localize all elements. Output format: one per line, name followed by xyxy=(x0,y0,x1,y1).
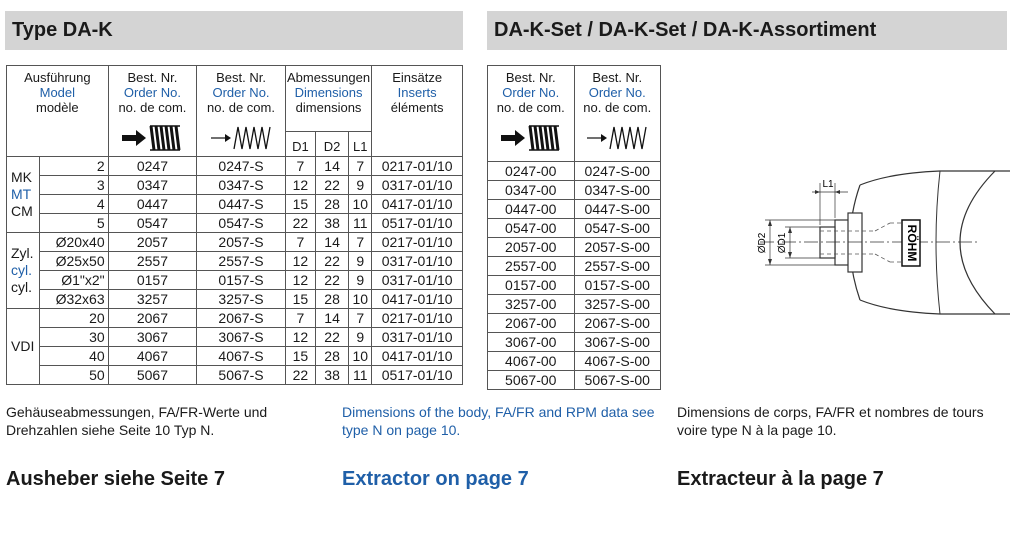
d2-cell: 22 xyxy=(315,271,348,290)
set-order-no-cell: 4067-00 xyxy=(488,352,575,371)
inserts-cell: 0317-01/10 xyxy=(372,271,463,290)
model-group-line: CM xyxy=(11,203,33,219)
set-order-no-cell: 2557-00 xyxy=(488,257,575,276)
size-cell: Ø1"x2" xyxy=(40,271,108,290)
table-row xyxy=(488,162,661,181)
d1-label: ØD1 xyxy=(777,232,788,254)
order-no-s-cell: 2057-S xyxy=(197,233,286,252)
set-order-no-s-header: Best. Nr. Order No. no. de com. xyxy=(574,66,661,162)
inserts-cell: 0217-01/10 xyxy=(372,309,463,328)
order-no-s-cell: 0347-S xyxy=(197,176,286,195)
d1-cell: 15 xyxy=(285,290,315,309)
size-cell: Ø20x40 xyxy=(40,233,108,252)
table-row xyxy=(488,238,661,257)
table-row xyxy=(488,352,661,371)
extractor-french: Extracteur à la page 7 xyxy=(677,468,884,490)
d2-cell: 22 xyxy=(315,176,348,195)
order-no-s-cell: 3067-S xyxy=(197,328,286,347)
table-row xyxy=(7,176,463,195)
model-group-line: VDI xyxy=(11,338,35,354)
l1-label: L1 xyxy=(822,179,834,190)
set-order-no-s-cell: 2057-S-00 xyxy=(574,238,661,257)
order-no-s-cell: 0247-S xyxy=(197,157,286,176)
l1-cell: 7 xyxy=(349,157,372,176)
l1-cell: 9 xyxy=(349,328,372,347)
order-no-cell: 3067 xyxy=(108,328,197,347)
order-no-s-header: Best. Nr. Order No. no. de com. xyxy=(197,66,286,157)
set-order-no-s-cell: 3067-S-00 xyxy=(574,333,661,352)
set-order-no-s-cell: 0157-S-00 xyxy=(574,276,661,295)
table-row xyxy=(7,347,463,366)
size-cell: 20 xyxy=(40,309,108,328)
table-row xyxy=(7,290,463,309)
note-german: Gehäuseabmessungen, FA/FR-Werte und Drehzahlen siehe Seite 10 Typ N. xyxy=(6,404,268,438)
order-no-s-cell: 0157-S xyxy=(197,271,286,290)
l1-cell: 10 xyxy=(349,195,372,214)
d2-cell: 38 xyxy=(315,366,348,385)
order-no-s-cell: 2067-S xyxy=(197,309,286,328)
table-row xyxy=(488,314,661,333)
set-order-no-cell: 0247-00 xyxy=(488,162,575,181)
size-cell: 30 xyxy=(40,328,108,347)
extractor-english: Extractor on page 7 xyxy=(342,468,529,490)
table-row xyxy=(7,214,463,233)
d2-cell: 28 xyxy=(315,195,348,214)
d1-cell: 15 xyxy=(285,347,315,366)
table-row xyxy=(488,219,661,238)
set-order-no-cell: 0547-00 xyxy=(488,219,575,238)
set-order-no-s-cell: 2557-S-00 xyxy=(574,257,661,276)
dimensions-header: Abmessungen Dimensions dimensions xyxy=(285,66,372,132)
table-row xyxy=(7,252,463,271)
table-row xyxy=(488,333,661,352)
model-group xyxy=(7,233,40,309)
order-no-s-cell: 4067-S xyxy=(197,347,286,366)
inserts-cell: 0417-01/10 xyxy=(372,195,463,214)
d2-label: ØD2 xyxy=(757,232,768,254)
note-french: Dimensions de corps, FA/FR et nombres de tours voire type N à la page 10. xyxy=(677,404,984,438)
compressed-spring-icon xyxy=(109,123,197,156)
d1-cell: 15 xyxy=(285,195,315,214)
model-group xyxy=(7,157,40,233)
order-no-cell: 0247 xyxy=(108,157,197,176)
inserts-cell: 0317-01/10 xyxy=(372,176,463,195)
table-row xyxy=(7,157,463,176)
set-order-no-s-cell: 0547-S-00 xyxy=(574,219,661,238)
table-row xyxy=(7,233,463,252)
l1-cell: 10 xyxy=(349,290,372,309)
d1-cell: 22 xyxy=(285,366,315,385)
set-order-no-cell: 3067-00 xyxy=(488,333,575,352)
order-no-cell: 2067 xyxy=(108,309,197,328)
set-order-no-s-cell: 0347-S-00 xyxy=(574,181,661,200)
order-no-header: Best. Nr. Order No. no. de com. xyxy=(108,66,197,157)
inserts-cell: 0217-01/10 xyxy=(372,157,463,176)
set-order-no-header: Best. Nr. Order No. no. de com. xyxy=(488,66,575,162)
d1-cell: 7 xyxy=(285,157,315,176)
d1-header: D1 xyxy=(285,131,315,156)
d2-cell: 28 xyxy=(315,290,348,309)
d2-cell: 14 xyxy=(315,233,348,252)
size-cell: 40 xyxy=(40,347,108,366)
l1-cell: 9 xyxy=(349,176,372,195)
table-row xyxy=(488,276,661,295)
da-k-set-table xyxy=(487,65,661,390)
set-order-no-s-cell: 0247-S-00 xyxy=(574,162,661,181)
inserts-cell: 0217-01/10 xyxy=(372,233,463,252)
size-cell: 5 xyxy=(40,214,108,233)
inserts-header: Einsätze Inserts éléments xyxy=(372,66,463,157)
l1-cell: 11 xyxy=(349,366,372,385)
model-group-line: MK xyxy=(11,169,32,185)
inserts-cell: 0517-01/10 xyxy=(372,366,463,385)
table-row xyxy=(488,257,661,276)
size-cell: 50 xyxy=(40,366,108,385)
d2-cell: 14 xyxy=(315,157,348,176)
l1-cell: 9 xyxy=(349,271,372,290)
set-order-no-s-cell: 5067-S-00 xyxy=(574,371,661,390)
extractor-german: Ausheber siehe Seite 7 xyxy=(6,468,225,490)
technical-drawing xyxy=(740,165,1010,320)
set-order-no-cell: 2057-00 xyxy=(488,238,575,257)
compressed-spring-icon xyxy=(488,123,574,156)
order-no-cell: 5067 xyxy=(108,366,197,385)
set-order-no-s-cell: 3257-S-00 xyxy=(574,295,661,314)
set-order-no-cell: 5067-00 xyxy=(488,371,575,390)
order-no-s-cell: 2557-S xyxy=(197,252,286,271)
table-row xyxy=(7,328,463,347)
inserts-cell: 0417-01/10 xyxy=(372,290,463,309)
model-group-line: cyl. xyxy=(11,279,32,295)
extended-spring-icon xyxy=(197,123,285,156)
order-no-s-cell: 5067-S xyxy=(197,366,286,385)
d2-cell: 38 xyxy=(315,214,348,233)
order-no-s-cell: 3257-S xyxy=(197,290,286,309)
size-cell: 3 xyxy=(40,176,108,195)
table-row xyxy=(7,271,463,290)
d1-cell: 7 xyxy=(285,309,315,328)
order-no-cell: 2057 xyxy=(108,233,197,252)
inserts-cell: 0317-01/10 xyxy=(372,252,463,271)
set-order-no-s-cell: 0447-S-00 xyxy=(574,200,661,219)
order-no-cell: 0447 xyxy=(108,195,197,214)
l1-header: L1 xyxy=(349,131,372,156)
order-no-cell: 3257 xyxy=(108,290,197,309)
set-order-no-cell: 0447-00 xyxy=(488,200,575,219)
d1-cell: 7 xyxy=(285,233,315,252)
l1-cell: 11 xyxy=(349,214,372,233)
d2-cell: 22 xyxy=(315,252,348,271)
order-no-cell: 0157 xyxy=(108,271,197,290)
order-no-s-cell: 0547-S xyxy=(197,214,286,233)
order-no-s-cell: 0447-S xyxy=(197,195,286,214)
d1-cell: 12 xyxy=(285,328,315,347)
type-da-k-table xyxy=(6,65,463,385)
model-group xyxy=(7,309,40,385)
d1-cell: 12 xyxy=(285,271,315,290)
set-order-no-s-cell: 4067-S-00 xyxy=(574,352,661,371)
model-group-line: MT xyxy=(11,186,32,202)
table-row xyxy=(7,195,463,214)
note-english: Dimensions of the body, FA/FR and RPM data see type N on page 10. xyxy=(342,404,655,438)
order-no-cell: 4067 xyxy=(108,347,197,366)
model-group-line: Zyl. xyxy=(11,245,34,261)
table-row xyxy=(7,309,463,328)
d2-cell: 28 xyxy=(315,347,348,366)
d2-cell: 14 xyxy=(315,309,348,328)
size-cell: Ø25x50 xyxy=(40,252,108,271)
set-order-no-s-cell: 2067-S-00 xyxy=(574,314,661,333)
d1-cell: 12 xyxy=(285,252,315,271)
l1-cell: 9 xyxy=(349,252,372,271)
table-row xyxy=(488,200,661,219)
d1-cell: 22 xyxy=(285,214,315,233)
table-row xyxy=(488,181,661,200)
d1-cell: 12 xyxy=(285,176,315,195)
order-no-cell: 0347 xyxy=(108,176,197,195)
l1-cell: 10 xyxy=(349,347,372,366)
table-row xyxy=(488,295,661,314)
inserts-cell: 0517-01/10 xyxy=(372,214,463,233)
table-row xyxy=(488,371,661,390)
inserts-cell: 0417-01/10 xyxy=(372,347,463,366)
set-order-no-cell: 3257-00 xyxy=(488,295,575,314)
l1-cell: 7 xyxy=(349,309,372,328)
inserts-cell: 0317-01/10 xyxy=(372,328,463,347)
section-header-type-da-k: Type DA-K xyxy=(5,11,463,50)
set-order-no-cell: 0347-00 xyxy=(488,181,575,200)
d2-header: D2 xyxy=(315,131,348,156)
d2-cell: 22 xyxy=(315,328,348,347)
table-row xyxy=(7,366,463,385)
size-cell: 4 xyxy=(40,195,108,214)
order-no-cell: 2557 xyxy=(108,252,197,271)
size-cell: 2 xyxy=(40,157,108,176)
set-order-no-cell: 0157-00 xyxy=(488,276,575,295)
model-header: Ausführung Model modèle xyxy=(7,66,109,157)
set-order-no-cell: 2067-00 xyxy=(488,314,575,333)
extended-spring-icon xyxy=(575,123,661,156)
order-no-cell: 0547 xyxy=(108,214,197,233)
l1-cell: 7 xyxy=(349,233,372,252)
section-header-da-k-set: DA-K-Set / DA-K-Set / DA-K-Assortiment xyxy=(487,11,1007,50)
brand-label: RÖHM xyxy=(904,224,919,262)
size-cell: Ø32x63 xyxy=(40,290,108,309)
model-group-line: cyl. xyxy=(11,262,32,278)
